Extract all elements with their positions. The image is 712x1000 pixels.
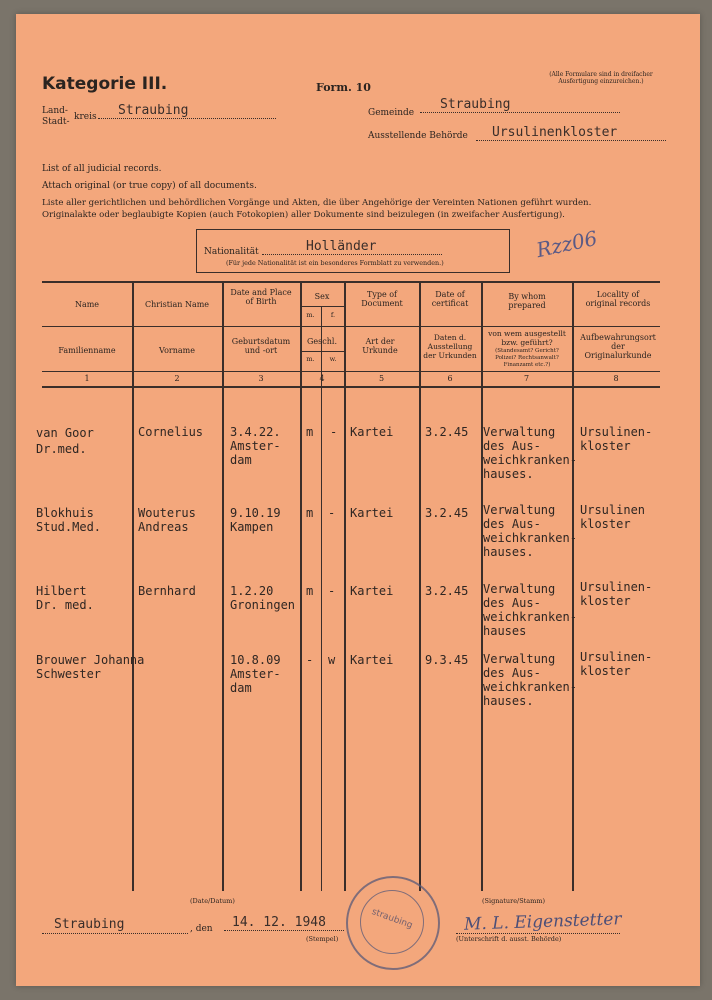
date-value: 14. 12. 1948 [224,915,344,931]
behoerde-label: Ausstellende Behörde [368,131,468,141]
sex-subdivider-bottom [300,351,344,352]
header-sex-m-en: m. [306,311,315,319]
row-3-christian: Bernhard [138,584,196,598]
col-divider-sex [321,306,322,891]
row-4-date: 9.3.45 [425,653,469,667]
col-divider-4 [344,281,346,891]
nationality-note: (Für jede Nationalität ist ein besonderes Formblatt zu verwenden.) [226,259,444,267]
row-3-type: Kartei [350,584,394,598]
row-2-type: Kartei [350,506,394,520]
gemeinde-value: Straubing [420,97,620,113]
row-3-sex-f: - [328,584,336,598]
table-top-border [42,281,660,283]
row-2-locality: Ursulinen kloster [580,503,646,531]
header-christian-de: Vorname [159,346,195,355]
row-1-birth: 3.4.22. Amster- dam [230,425,281,467]
signature: M. L. Eigenstetter [463,909,622,935]
col-divider-1 [132,281,134,891]
instruction-line-4: Originalakte oder beglaubigte Kopien (auch Fotokopien) aller Dokumente sind beizulegen (in zweifacher Ausfertigung). [42,210,565,220]
col-divider-3 [300,281,302,891]
row-1-type: Kartei [350,425,394,439]
nationality-value: Holländer [262,239,442,255]
header-locality-en: Locality of original records [585,290,651,308]
col-number-4: 4 [319,374,325,383]
instruction-line-3: Liste aller gerichtlichen und behördlichen Vorgänge und Akten, die über Angehörige der Vereinten Nationen geführt wurden. [42,198,592,208]
nationality-label: Nationalität [204,247,259,257]
header-birth-de: Geburtsdatum und -ort [231,337,291,355]
row-2-sex-f: - [328,506,336,520]
row-4-name: Brouwer Johanna Schwester [36,653,145,681]
header-birth-en: Date and Place of Birth [230,288,292,306]
signature-label-de: (Unterschrift d. ausst. Behörde) [456,935,562,943]
header-date-de: Daten d. Ausstellung der Urkunden [423,333,477,360]
row-1-sex-m: m [306,425,314,439]
place-dotted-line [42,932,188,934]
col-number-3: 3 [258,374,264,383]
row-1-christian: Cornelius [138,425,204,439]
header-type-en: Type of Document [361,290,403,308]
row-1-locality: Ursulinen- kloster [580,425,653,453]
col-number-2: 2 [174,374,180,383]
row-4-sex-f: w [328,653,336,667]
table-number-divider [42,371,660,372]
header-sex-m-de: m. [306,355,315,363]
landkreis-label: Land- Stadt- [42,106,70,127]
row-4-locality: Ursulinen- kloster [580,650,653,678]
category-title: Kategorie III. [42,74,168,94]
form-sheet [16,14,700,986]
header-sex-w-de: w. [329,355,337,363]
place-value: Straubing [54,917,125,932]
row-3-birth: 1.2.20 Groningen [230,584,296,612]
row-4-sex-m: - [306,653,314,667]
header-name-en: Name [74,300,100,309]
row-3-name: Hilbert Dr. med. [36,584,94,612]
kreis-value: Straubing [98,103,276,119]
header-bywhom-sub: (Standesamt? Gericht? Polizei? Rechtsanwalt? Finanzamt etc.?) [495,348,559,368]
gemeinde-label: Gemeinde [368,108,415,118]
row-2-sex-m: m [306,506,314,520]
row-2-bywhom: Verwaltung des Aus- weichkranken- hauses. [483,503,577,559]
sex-subdivider-top [300,306,344,307]
row-2-birth: 9.10.19 Kampen [230,506,281,534]
row-1-date: 3.2.45 [425,425,469,439]
header-sex-f-en: f. [330,311,336,319]
row-2-name: Blokhuis Stud.Med. [36,506,102,534]
row-1-sex-f: - [330,425,338,439]
header-sex-de: Geschl. [307,337,337,346]
row-2-christian: Wouterus Andreas [138,506,196,534]
header-name-de: Familienname [58,346,116,355]
kreis-label: kreis [74,112,97,122]
col-number-6: 6 [447,374,453,383]
den-label: , den [190,924,213,934]
header-sex-en: Sex [314,292,330,301]
header-date-en: Date of certificat [431,290,469,308]
date-label: (Date/Datum) [190,897,235,905]
header-type-de: Art der Urkunde [362,337,398,355]
form-number: Form. 10 [316,81,371,94]
stamp-text: straubing [370,906,414,932]
row-4-birth: 10.8.09 Amster- dam [230,653,281,695]
header-note: (Alle Formulare sind in dreifacher Ausfertigung einzureichen.) [549,71,653,85]
signature-label: (Signature/Stamm) [482,897,546,905]
col-number-1: 1 [84,374,90,383]
instruction-line-1: List of all judicial records. [42,164,162,174]
header-christian-en: Christian Name [144,300,210,309]
row-4-bywhom: Verwaltung des Aus- weichkranken- hauses. [483,652,577,708]
row-3-locality: Ursulinen- kloster [580,580,653,608]
table-header-bottom [42,386,660,388]
col-divider-5 [419,281,421,891]
row-1-bywhom: Verwaltung des Aus- weichkranken- hauses. [483,425,577,481]
col-number-8: 8 [613,374,619,383]
header-bywhom-de: von wem ausgestellt bzw. geführt? [488,329,566,347]
table-header-divider [42,326,660,327]
row-3-date: 3.2.45 [425,584,469,598]
row-4-type: Kartei [350,653,394,667]
stamp-label: (Stempel) [306,935,339,943]
header-bywhom-en: By whom prepared [508,292,546,310]
handwritten-annotation: Rzz06 [534,225,600,263]
col-number-7: 7 [523,374,530,383]
col-number-5: 5 [378,374,385,383]
signature-dotted-line [456,932,620,934]
row-1-name: van Goor Dr.med. [36,426,94,456]
row-3-bywhom: Verwaltung des Aus- weichkranken- hauses [483,582,577,638]
official-seal [346,876,440,970]
row-3-sex-m: m [306,584,314,598]
row-2-date: 3.2.45 [425,506,469,520]
instruction-line-2: Attach original (or true copy) of all documents. [42,181,257,191]
header-locality-de: Aufbewahrungsort der Originalurkunde [580,333,656,360]
col-divider-2 [222,281,224,891]
behoerde-value: Ursulinenkloster [476,125,666,141]
